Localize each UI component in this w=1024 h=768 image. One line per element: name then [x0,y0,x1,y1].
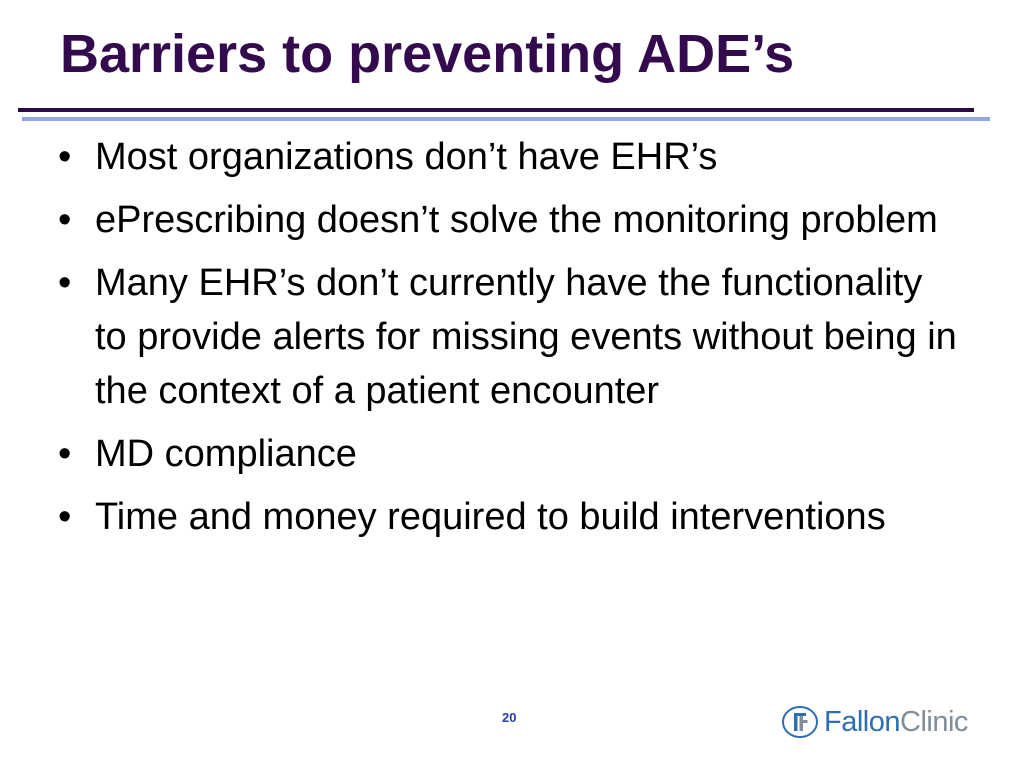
logo-name-fallon: Fallon [824,706,900,738]
bullet-dot-icon: • [58,136,72,178]
bullet-text: MD compliance [95,433,357,475]
bullet-text: Time and money required to build interventions [95,496,886,538]
bullet-dot-icon: • [58,262,72,304]
slide-title: Barriers to preventing ADE’s [60,24,795,84]
title-divider-dark [18,108,974,112]
bullet-dot-icon: • [58,433,72,475]
title-divider-light [22,117,990,121]
bullet-text: Many EHR’s don’t currently have the functionality to provide alerts for missing events without being in the context of a patient encounter [95,262,957,412]
bullet-item [58,490,958,544]
bullet-item [58,427,958,481]
page-number: 20 [502,710,517,725]
fallon-clinic-logo [780,700,1000,744]
bullet-item [58,130,958,184]
bullet-text: ePrescribing doesn’t solve the monitoring problem [95,199,938,241]
bullet-item [58,193,958,247]
bullet-list [58,130,958,553]
bullet-dot-icon: • [58,199,72,241]
bullet-dot-icon: • [58,496,72,538]
fallon-clinic-logo-icon [780,704,820,740]
bullet-item [58,256,958,418]
logo-name-clinic: Clinic [900,706,968,738]
bullet-text: Most organizations don’t have EHR’s [95,136,718,178]
logo-wordmark [824,704,968,740]
